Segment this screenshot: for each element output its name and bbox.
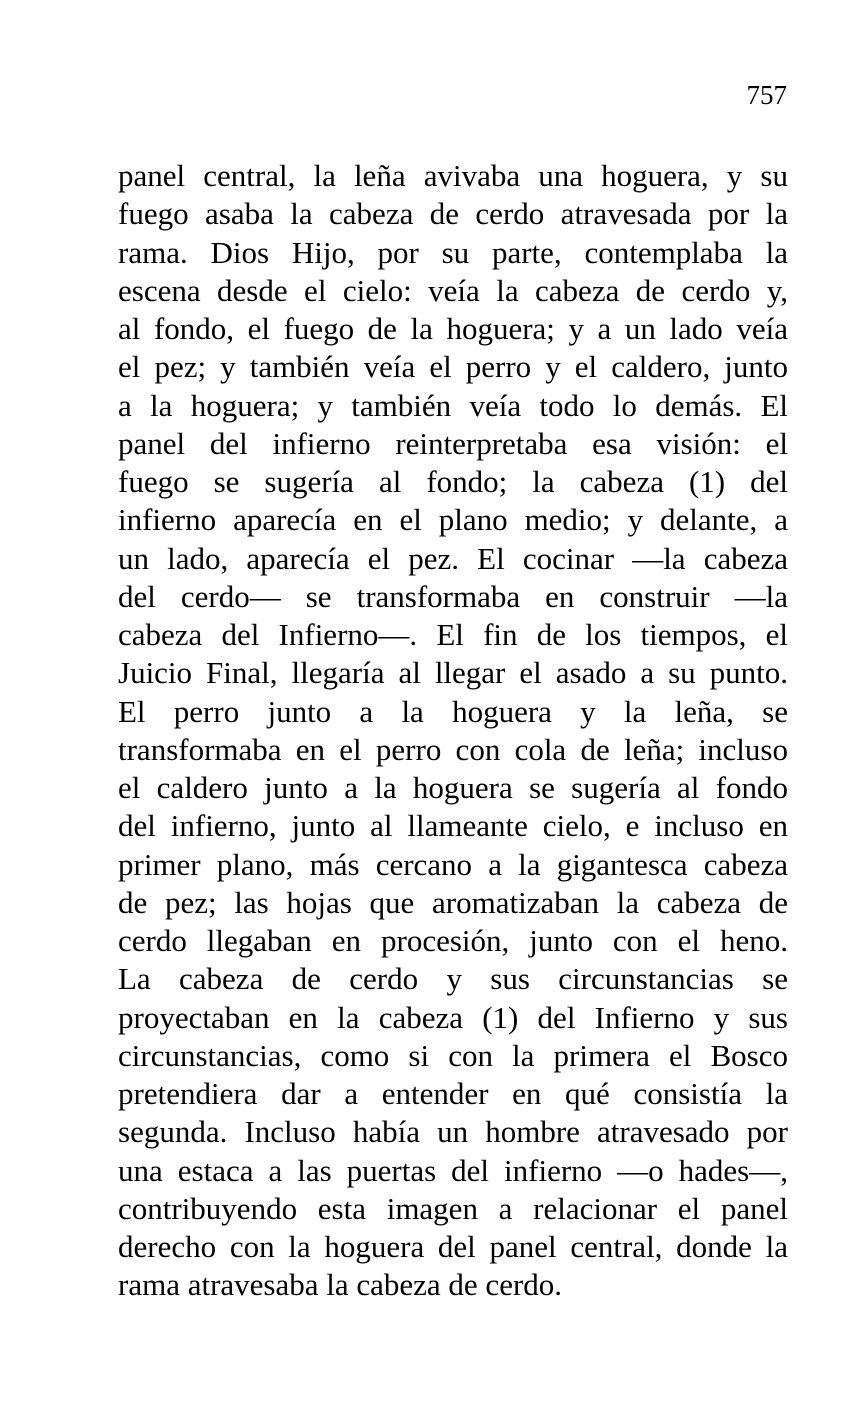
- text-line: del infierno, junto al llameante cielo, e incluso en: [118, 808, 788, 844]
- text-line: al fondo, el fuego de la hoguera; y a un lado veía: [118, 311, 788, 346]
- page-number: 757: [746, 80, 787, 110]
- text-line: transformaba en el perro con cola de leña; incluso: [118, 731, 788, 767]
- text-line: una estaca a las puertas del infierno —o hades—,: [118, 1152, 788, 1188]
- text-line: el pez; y también veía el perro y el caldero, junto: [118, 349, 788, 385]
- text-line: proyectaban en la cabeza (1) del Infierno y sus: [118, 999, 788, 1035]
- text-line: a la hoguera; y también veía todo lo demás. El: [118, 387, 788, 423]
- text-line: contribuyendo esta imagen a relacionar el panel: [118, 1190, 788, 1226]
- text-line: circunstancias, como si con la primera el Bosco: [118, 1037, 788, 1073]
- text-line: el caldero junto a la hoguera se sugería al fondo: [118, 770, 788, 805]
- text-line: panel central, la leña avivaba una hoguera, y su: [118, 158, 788, 193]
- text-line: de pez; las hojas que aromatizaban la cabeza de: [118, 884, 788, 920]
- text-line: rama. Dios Hijo, por su parte, contemplaba la: [118, 234, 788, 270]
- text-line: segunda. Incluso había un hombre atravesado por: [118, 1114, 788, 1150]
- text-line: panel del infierno reinterpretaba esa visión: el: [118, 425, 788, 461]
- text-line: cabeza del Infierno—. El fin de los tiempos, el: [118, 617, 788, 652]
- text-line: fuego asaba la cabeza de cerdo atravesada por la: [118, 196, 788, 232]
- text-line: escena desde el cielo: veía la cabeza de cerdo y,: [118, 272, 788, 308]
- text-line: pretendiera dar a entender en qué consistía la: [118, 1076, 788, 1111]
- text-line: infierno aparecía en el plano medio; y delante, a: [118, 502, 788, 538]
- text-line: La cabeza de cerdo y sus circunstancias se: [118, 961, 788, 997]
- text-line: rama atravesaba la cabeza de cerdo.: [118, 1267, 563, 1303]
- text-line: derecho con la hoguera del panel central, donde la: [118, 1229, 788, 1264]
- text-line: un lado, aparecía el pez. El cocinar —la cabeza: [118, 540, 788, 576]
- text-line: primer plano, más cercano a la gigantesca cabeza: [118, 846, 788, 882]
- text-line: del cerdo— se transformaba en construir —la: [118, 578, 788, 614]
- body-paragraph: [118, 157, 788, 1305]
- text-line: cerdo llegaban en procesión, junto con el heno.: [118, 923, 788, 958]
- text-line: fuego se sugería al fondo; la cabeza (1) del: [118, 464, 788, 499]
- text-line: Juicio Final, llegaría al llegar el asado a su punto.: [118, 655, 788, 691]
- text-line: El perro junto a la hoguera y la leña, se: [118, 693, 788, 729]
